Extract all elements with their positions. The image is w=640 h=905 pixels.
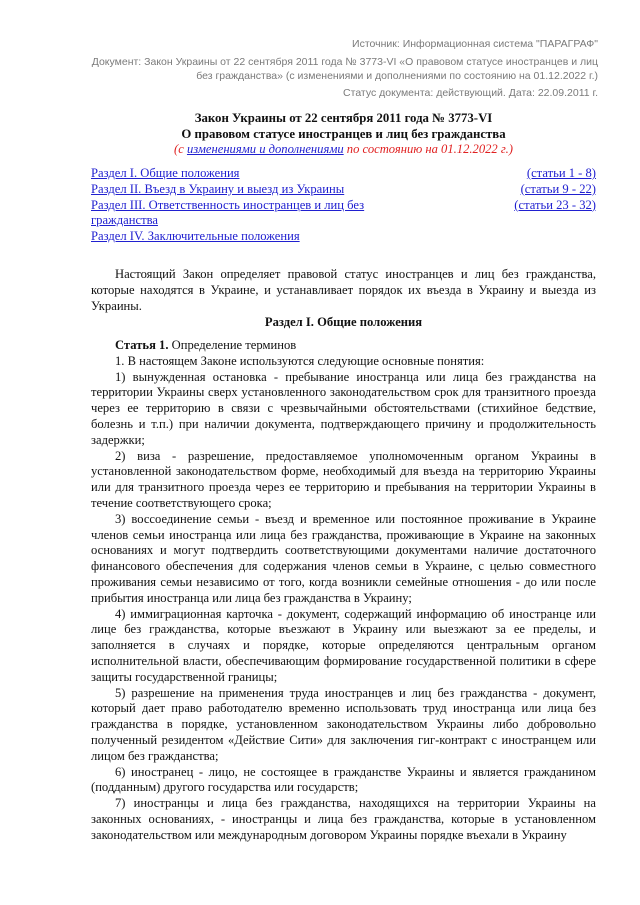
toc-link-section-2[interactable]: Раздел II. Въезд в Украину и выезд из Украины [91, 181, 345, 196]
toc-row [91, 182, 596, 198]
paragraph: 4) иммиграционная карточка - документ, содержащий информацию об иностранце или лице без гражданства, которые въезжают в Украину или выезжают за ее пределы, и заполняется в случаях и порядке, которые определяются центральным органом исполнительной власти, обеспечивающим формирование государственной политики в сфере защиты государственной границы; [91, 606, 596, 684]
toc-link-section-3[interactable]: Раздел III. Ответственность иностранцев и лиц без гражданства [91, 197, 365, 228]
paragraph: 1) вынужденная остановка - пребывание иностранца или лица без гражданства на территории Украины сверх установленного законодательством срок для транзитного проезда через ее территорию в связи с чрезвычайными обстоятельствами (стихийное бедствие, болезнь и т.п.) при наличии документа, подтверждающего причину и продолжительность задержки; [91, 369, 596, 447]
toc-range-section-1[interactable]: (статьи 1 - 8) [526, 166, 596, 180]
document-line: Документ: Закон Украины от 22 сентября 2011 года № 3773-VI «О правовом статусе иностранцев и лиц без гражданства» (с изменениями и дополнениями по состоянию на 01.12.2022 г.) [91, 56, 598, 82]
toc-range-section-3[interactable]: (статьи 23 - 32) [514, 197, 596, 212]
article-body [91, 338, 596, 844]
paragraph: 6) иностранец - лицо, не состоящее в гражданстве Украины и является гражданином (подданным) другого государства или государств; [91, 764, 596, 795]
status-line: Статус документа: действующий. Дата: 22.09.2011 г. [343, 87, 598, 99]
preamble: Настоящий Закон определяет правовой статус иностранцев и лиц без гражданства, которые находятся в Украине, и устанавливает порядок их въезда в Украину и выезда из Украины. [91, 267, 596, 313]
amendments-note [91, 142, 596, 158]
article-heading [91, 338, 596, 354]
table-of-contents [91, 166, 596, 245]
amendments-suffix: по состоянию на 01.12.2022 г.) [343, 142, 513, 156]
toc-link-section-1[interactable]: Раздел I. Общие положения [91, 166, 240, 180]
paragraph: 3) воссоединение семьи - въезд и временное или постоянное проживание в Украине членов семьи иностранца или лица без гражданства, проживающие в Украине на законных основаниях и могут подтвердить соответствующими документами наличие достаточного финансового обеспечения для содержания членов семьи в Украине, с целью совместного проживания семьи независимо от того, когда возникли семейные отношения - до или после прибытия иностранца или лица без гражданства в Украину; [91, 511, 596, 605]
section-heading: Раздел I. Общие положения [264, 315, 423, 329]
paragraph: 2) виза - разрешение, предоставляемое уполномоченным органом Украины в установленной законодательством форме, необходимый для въезда на территорию Украины или для транзитного проезда через ее территорию и пребывания на территории Украины в течение соответствующего срока; [91, 448, 596, 510]
paragraph: 5) разрешение на применения труда иностранцев и лиц без гражданства - документ, который дает право работодателю временно использовать труд иностранца или лица без гражданства в порядке, установленном законодательством Украины либо добровольно полученный резидентом «Действие Сити» для заключения гиг-контракт с иностранцем или лицом без гражданства; [91, 685, 596, 763]
title-line-2: О правовом статусе иностранцев и лиц без гражданства [181, 127, 506, 141]
toc-link-section-4[interactable]: Раздел IV. Заключительные положения [91, 229, 300, 244]
article-title: Определение терминов [168, 338, 297, 352]
toc-row [91, 229, 596, 245]
source-line: Источник: Информационная система "ПАРАГРАФ" [352, 38, 598, 50]
toc-range-section-2[interactable]: (статьи 9 - 22) [520, 181, 596, 196]
amendments-link[interactable]: изменениями и дополнениями [186, 142, 344, 156]
paragraph: 7) иностранцы и лица без гражданства, находящихся на территории Украины на законных основаниях, - иностранцы и лица без гражданства, которые в установленном законодательством или международным договором Украины порядке въехали в Украину [91, 796, 596, 842]
paragraph: 1. В настоящем Законе используются следующие основные понятия: [115, 353, 485, 368]
amendments-prefix: (с [174, 142, 187, 156]
document-title [91, 110, 596, 142]
article-label: Статья 1. [115, 338, 169, 352]
toc-row [91, 198, 596, 230]
toc-row [91, 166, 596, 182]
title-line-1: Закон Украины от 22 сентября 2011 года № 3773-VI [194, 111, 493, 125]
